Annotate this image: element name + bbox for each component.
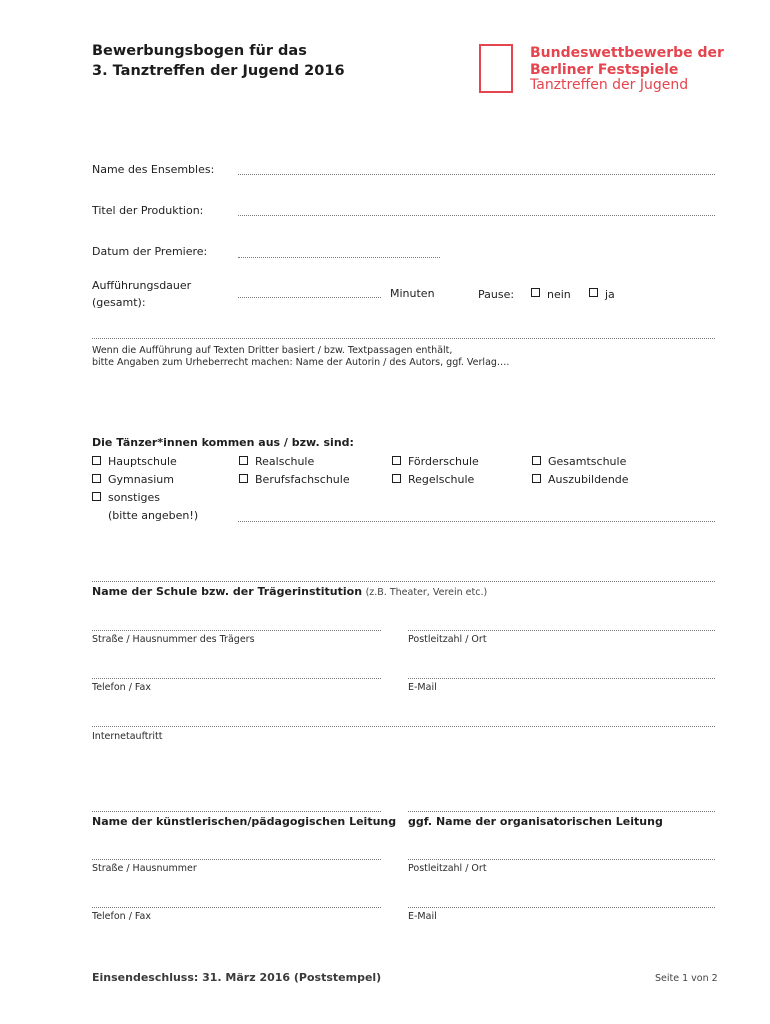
gymnasium-checkbox[interactable]	[92, 474, 101, 483]
pause-yes-label: ja	[605, 288, 615, 301]
institution-phone-label: Telefon / Fax	[92, 682, 151, 693]
institution-postcode-input-line[interactable]	[408, 630, 715, 631]
artistic-lead-input-line[interactable]	[92, 811, 381, 812]
institution-name-input-line[interactable]	[92, 581, 715, 582]
regelschule-checkbox[interactable]	[392, 474, 401, 483]
duration-label-line1: Aufführungsdauer	[92, 279, 192, 292]
gesamtschule-label: Gesamtschule	[548, 455, 627, 468]
school-types-heading: Die Tänzer*innen kommen aus / bzw. sind:	[92, 436, 354, 449]
realschule-checkbox[interactable]	[239, 456, 248, 465]
institution-email-label: E-Mail	[408, 682, 437, 693]
auszubildende-label: Auszubildende	[548, 473, 629, 486]
organisational-lead-label: ggf. Name der organisatorischen Leitung	[408, 815, 663, 828]
foerderschule-checkbox[interactable]	[392, 456, 401, 465]
institution-postcode-label: Postleitzahl / Ort	[408, 634, 487, 645]
lead-phone-input-line[interactable]	[92, 907, 381, 908]
lead-street-input-line[interactable]	[92, 859, 381, 860]
pause-label: Pause:	[478, 288, 515, 301]
institution-website-input-line[interactable]	[92, 726, 715, 727]
lead-phone-label: Telefon / Fax	[92, 911, 151, 922]
lead-email-label: E-Mail	[408, 911, 437, 922]
institution-name-label	[92, 585, 487, 598]
brand-line2: Berliner Festspiele	[530, 62, 679, 78]
document-title-line1: Bewerbungsbogen für das	[92, 43, 307, 59]
pause-no-label: nein	[547, 288, 571, 301]
institution-phone-input-line[interactable]	[92, 678, 381, 679]
lead-street-label: Straße / Hausnummer	[92, 863, 197, 874]
gymnasium-label: Gymnasium	[108, 473, 174, 486]
berufsfachschule-checkbox[interactable]	[239, 474, 248, 483]
minutes-label: Minuten	[390, 287, 435, 300]
copyright-input-line[interactable]	[92, 338, 715, 339]
hauptschule-checkbox[interactable]	[92, 456, 101, 465]
sonstiges-checkbox[interactable]	[92, 492, 101, 501]
realschule-label: Realschule	[255, 455, 315, 468]
lead-postcode-label: Postleitzahl / Ort	[408, 863, 487, 874]
gesamtschule-checkbox[interactable]	[532, 456, 541, 465]
brand-line3: Tanztreffen der Jugend	[530, 77, 689, 93]
deadline-note: Einsendeschluss: 31. März 2016 (Poststempel)	[92, 971, 382, 984]
premiere-input-line[interactable]	[238, 257, 440, 258]
institution-street-input-line[interactable]	[92, 630, 381, 631]
auszubildende-checkbox[interactable]	[532, 474, 541, 483]
artistic-lead-label: Name der künstlerischen/pädagogischen Leitung	[92, 815, 397, 828]
copyright-hint-line2: bitte Angaben zum Urheberrecht machen: Name der Autorin / des Autors, ggf. Verlag….	[92, 357, 510, 368]
document-title-line2: 3. Tanztreffen der Jugend 2016	[92, 63, 345, 79]
lead-postcode-input-line[interactable]	[408, 859, 715, 860]
hauptschule-label: Hauptschule	[108, 455, 177, 468]
institution-street-label: Straße / Hausnummer des Trägers	[92, 634, 255, 645]
regelschule-label: Regelschule	[408, 473, 475, 486]
lead-email-input-line[interactable]	[408, 907, 715, 908]
institution-name-hint: (z.B. Theater, Verein etc.)	[365, 587, 488, 598]
bitte-angeben-label: (bitte angeben!)	[108, 509, 199, 522]
page-number: Seite 1 von 2	[655, 973, 718, 984]
institution-email-input-line[interactable]	[408, 678, 715, 679]
copyright-hint-line1: Wenn die Aufführung auf Texten Dritter basiert / bzw. Textpassagen enthält,	[92, 345, 453, 356]
duration-label-line2: (gesamt):	[92, 296, 146, 309]
brand-logo-frame	[479, 44, 513, 93]
production-input-line[interactable]	[238, 215, 715, 216]
brand-line1: Bundeswettbewerbe der	[530, 45, 724, 61]
institution-website-label: Internetauftritt	[92, 731, 163, 742]
organisational-lead-input-line[interactable]	[408, 811, 715, 812]
pause-yes-checkbox[interactable]	[589, 288, 598, 297]
institution-name-label-text: Name der Schule bzw. der Trägerinstitution	[92, 585, 363, 598]
duration-input-line[interactable]	[238, 297, 381, 298]
sonstiges-label: sonstiges	[108, 491, 161, 504]
berufsfachschule-label: Berufsfachschule	[255, 473, 350, 486]
premiere-label: Datum der Premiere:	[92, 245, 208, 258]
foerderschule-label: Förderschule	[408, 455, 479, 468]
ensemble-label: Name des Ensembles:	[92, 163, 215, 176]
sonstiges-input-line[interactable]	[238, 521, 715, 522]
pause-no-checkbox[interactable]	[531, 288, 540, 297]
ensemble-input-line[interactable]	[238, 174, 715, 175]
production-label: Titel der Produktion:	[92, 204, 204, 217]
